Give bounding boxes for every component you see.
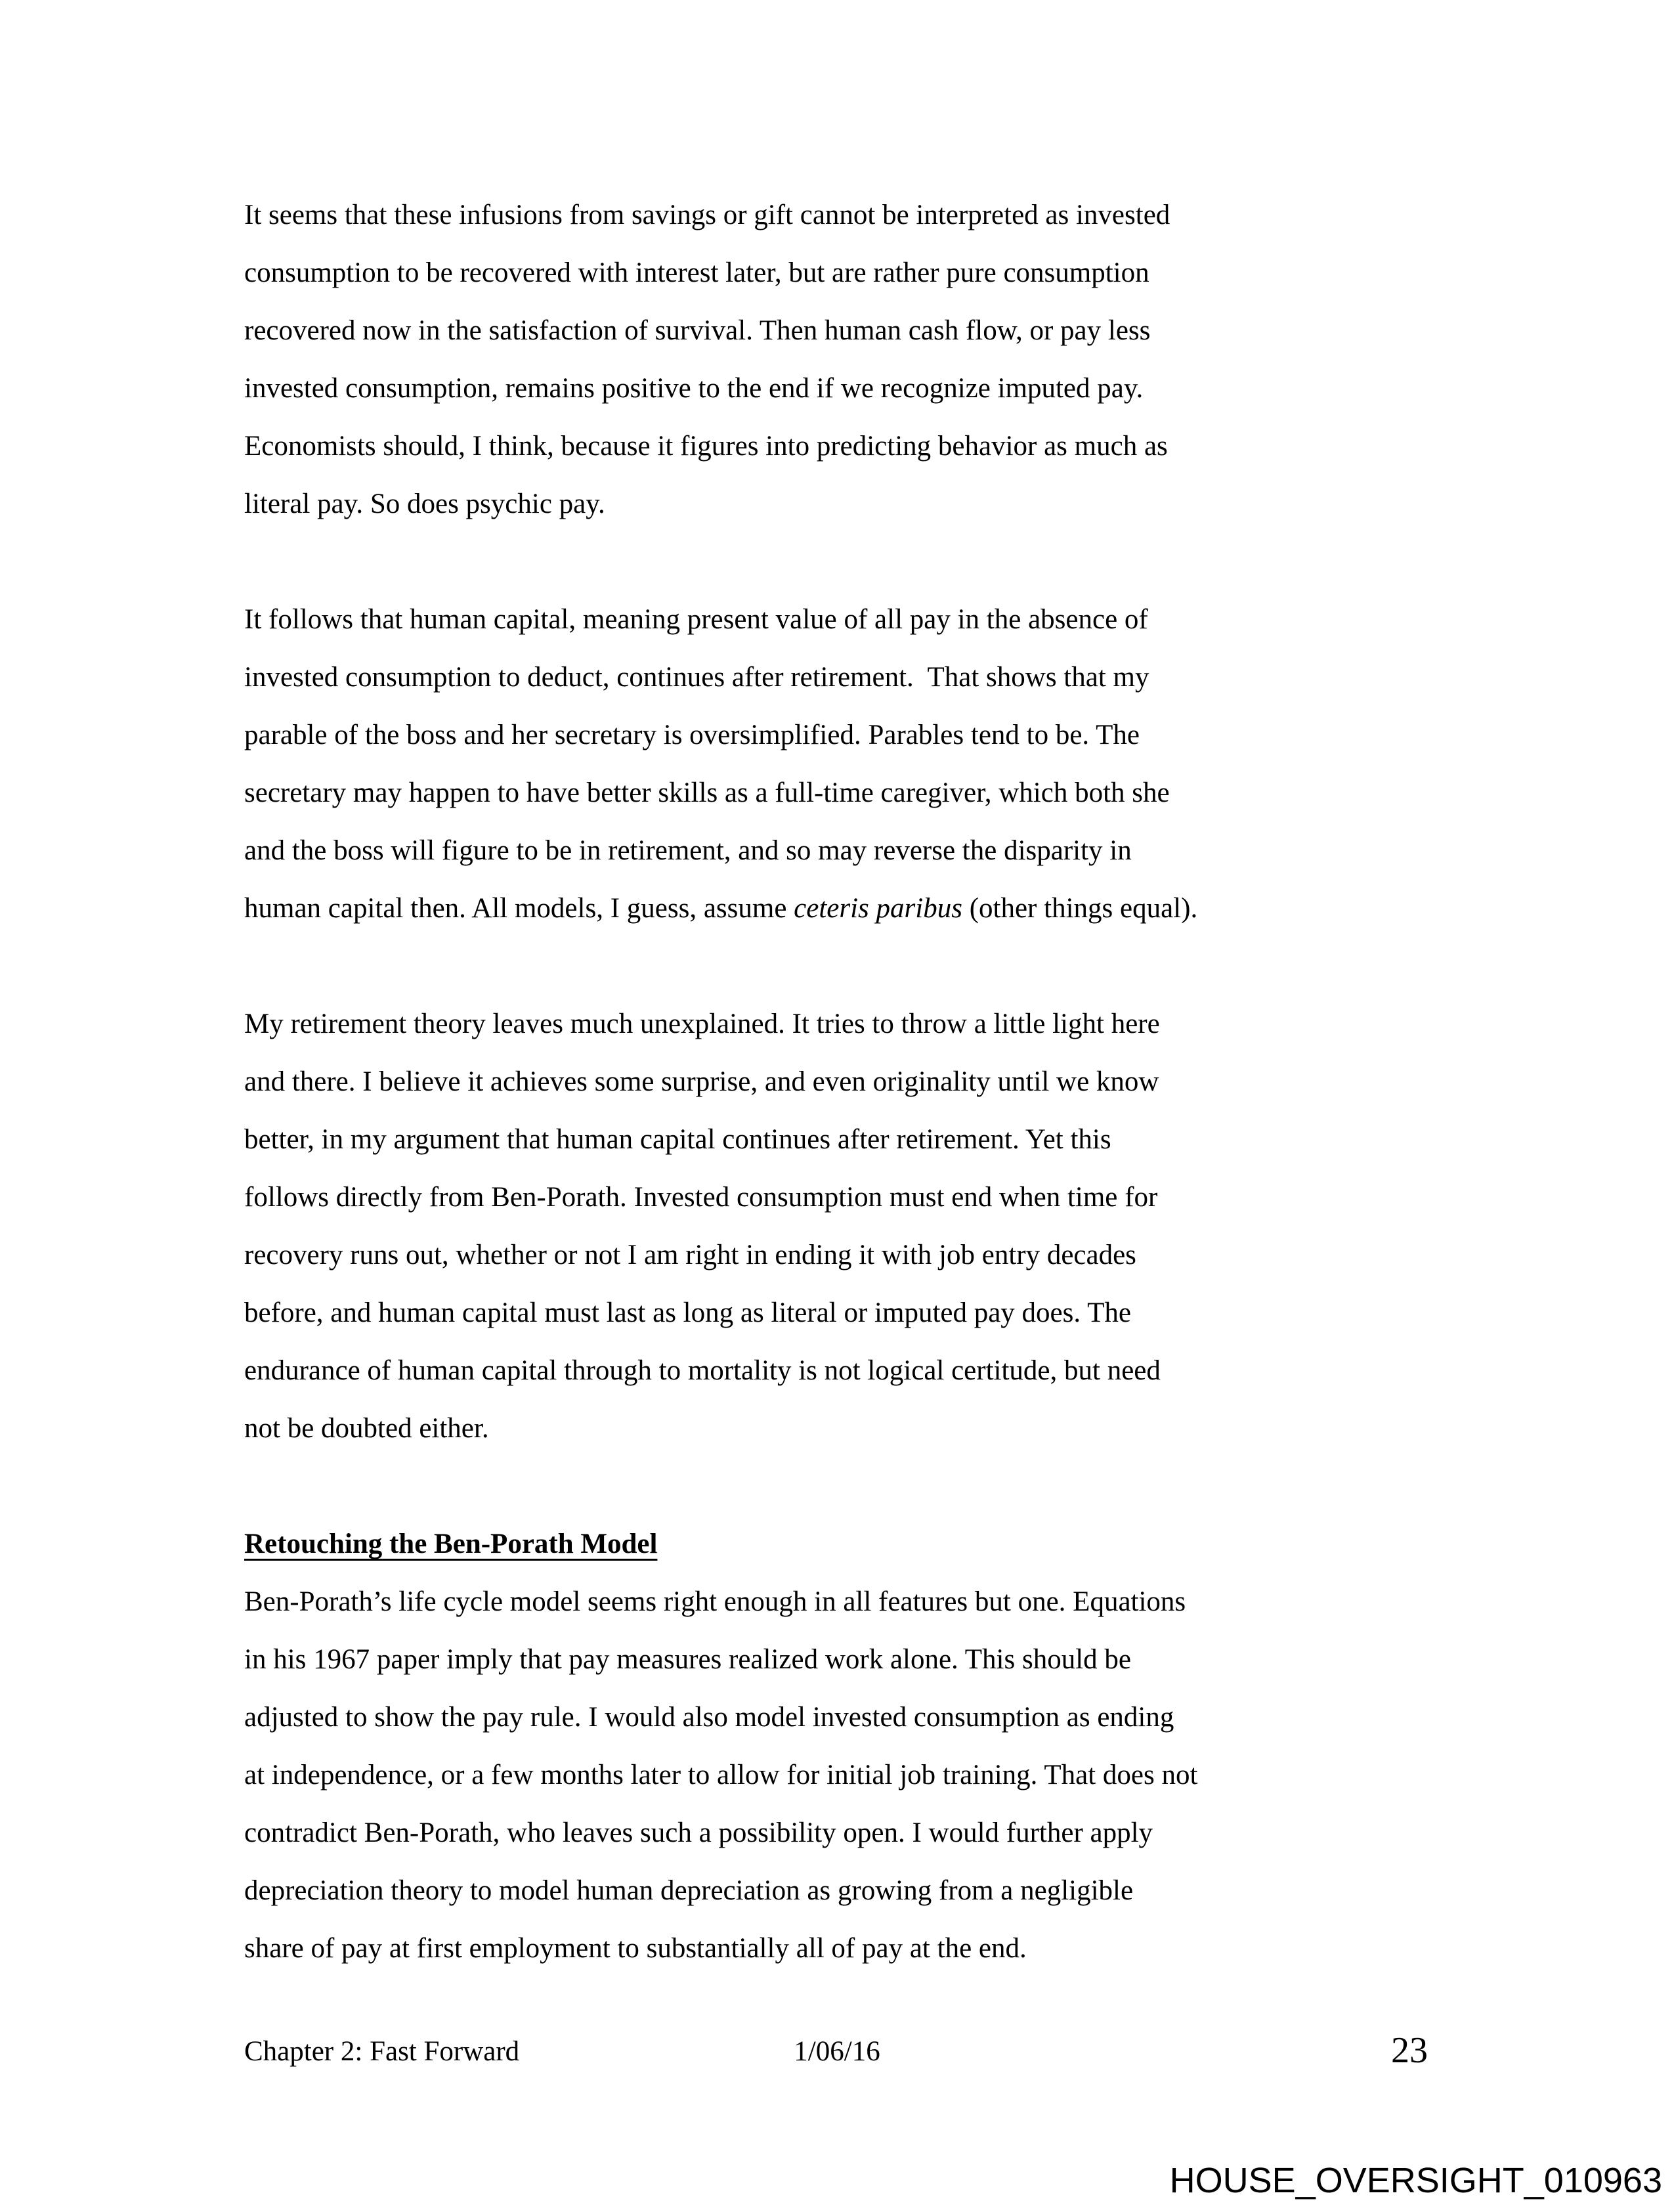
text-line [244,1746,1449,1804]
paragraph [244,1573,1449,1978]
text-line [244,244,1449,302]
text-segment: before, and human capital must last as long as literal or imputed pay does. The [244,1297,1131,1328]
text-line [244,186,1449,244]
text-line [244,822,1449,880]
text-segment: consumption to be recovered with interest later, but are rather pure consumption [244,257,1149,288]
text-line [244,1515,1449,1573]
text-line [244,995,1449,1053]
text-segment: parable of the boss and her secretary is oversimplified. Parables tend to be. The [244,720,1140,750]
text-segment: share of pay at first employment to substantially all of pay at the end. [244,1933,1027,1964]
text-line [244,1400,1449,1458]
text-segment: at independence, or a few months later to allow for initial job training. That does not [244,1760,1198,1790]
text-line [244,880,1449,938]
text-segment: It follows that human capital, meaning present value of all pay in the absence of [244,604,1148,635]
paragraph [244,591,1449,938]
text-line [244,1111,1449,1169]
text-line [244,1920,1449,1978]
section-heading [244,1515,1449,1573]
text-segment: Ben-Porath’s life cycle model seems right enough in all features but one. Equations [244,1586,1186,1617]
text-segment: better, in my argument that human capital continues after retirement. Yet this [244,1124,1111,1155]
footer-date: 1/06/16 [794,2036,880,2067]
text-segment: recovered now in the satisfaction of survival. Then human cash flow, or pay less [244,315,1151,346]
italic-phrase: ceteris paribus [794,893,962,924]
text-segment: adjusted to show the pay rule. I would also model invested consumption as ending [244,1702,1174,1733]
text-line [244,706,1449,764]
text-segment: contradict Ben-Porath, who leaves such a possibility open. I would further apply [244,1817,1153,1848]
text-segment: depreciation theory to model human depreciation as growing from a negligible [244,1875,1134,1906]
text-segment: invested consumption, remains positive to the end if we recognize imputed pay. [244,373,1144,404]
text-segment: secretary may happen to have better skills as a full-time caregiver, which both she [244,777,1170,808]
text-line [244,1284,1449,1342]
text-segment: and there. I believe it achieves some surprise, and even originality until we know [244,1066,1159,1097]
text-line [244,360,1449,418]
text-segment: It seems that these infusions from savings or gift cannot be interpreted as invested [244,200,1170,230]
text-segment: Economists should, I think, because it figures into predicting behavior as much as [244,431,1168,462]
text-segment: and the boss will figure to be in retirement, and so may reverse the disparity in [244,835,1132,866]
page-number: 23 [1391,2030,1428,2071]
text-segment: recovery runs out, whether or not I am right in ending it with job entry decades [244,1240,1136,1270]
text-line [244,418,1449,475]
text-segment: follows directly from Ben-Porath. Invested consumption must end when time for [244,1182,1158,1213]
document-body [244,186,1449,2035]
text-line [244,1053,1449,1111]
text-segment: (other things equal). [962,893,1198,924]
text-line [244,302,1449,360]
text-segment: Retouching the Ben-Porath Model [244,1529,658,1559]
text-line [244,1689,1449,1746]
paragraph [244,186,1449,533]
text-line [244,1169,1449,1226]
text-line [244,1342,1449,1400]
text-line [244,649,1449,706]
paragraph [244,995,1449,1458]
text-line [244,1573,1449,1631]
text-segment: My retirement theory leaves much unexplained. It tries to throw a little light here [244,1008,1160,1039]
text-segment: literal pay. So does psychic pay. [244,488,605,519]
text-line [244,1862,1449,1920]
bates-stamp: HOUSE_OVERSIGHT_010963 [1169,2161,1662,2200]
text-segment: not be doubted either. [244,1413,489,1444]
text-segment: endurance of human capital through to mortality is not logical certitude, but need [244,1355,1161,1386]
text-line [244,764,1449,822]
text-line [244,591,1449,649]
footer-chapter-label: Chapter 2: Fast Forward [244,2036,520,2067]
text-line [244,1804,1449,1862]
text-line [244,1631,1449,1689]
text-line [244,475,1449,533]
text-segment: human capital then. All models, I guess, assume [244,893,794,924]
text-line [244,1226,1449,1284]
text-segment: invested consumption to deduct, continues after retirement. That shows that my [244,662,1149,693]
text-segment: in his 1967 paper imply that pay measures realized work alone. This should be [244,1644,1131,1675]
